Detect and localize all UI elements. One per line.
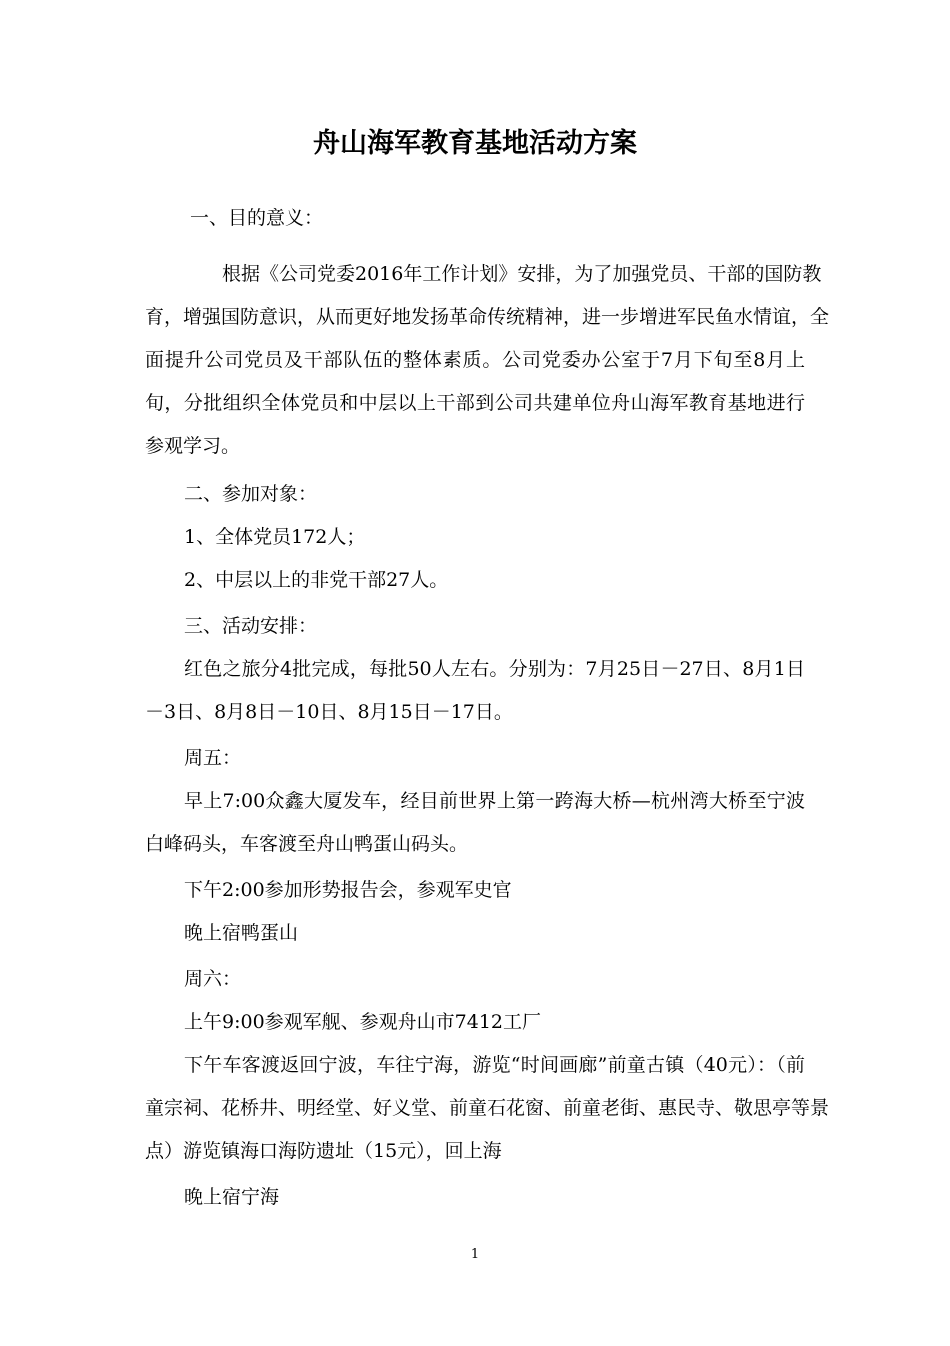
paragraph-line: －3日、8月8日－10日、8月15日－17日。 bbox=[145, 701, 513, 723]
paragraph-line: 晚上宿鸭蛋山 bbox=[184, 922, 299, 944]
paragraph-line: 参观学习。 bbox=[145, 435, 241, 457]
paragraph-line: 童宗祠、花桥井、明经堂、好义堂、前童石花窗、前童老街、惠民寺、敬思亭等景 bbox=[145, 1097, 830, 1119]
paragraph-line: 早上7:00众鑫大厦发车，经目前世界上第一跨海大桥—杭州湾大桥至宁波 bbox=[184, 790, 805, 812]
day-label-friday: 周五： bbox=[184, 747, 242, 769]
list-item: 1、全体党员172人； bbox=[184, 526, 366, 548]
section-heading-schedule: 三、活动安排： bbox=[184, 615, 318, 637]
paragraph-line: 下午2:00参加形势报告会，参观军史官 bbox=[184, 879, 512, 901]
paragraph-line: 根据《公司党委2016年工作计划》安排，为了加强党员、干部的国防教 bbox=[222, 263, 822, 285]
paragraph-line: 白峰码头，车客渡至舟山鸭蛋山码头。 bbox=[145, 833, 469, 855]
paragraph-line: 红色之旅分4批完成，每批50人左右。分别为：7月25日－27日、8月1日 bbox=[184, 658, 805, 680]
page-number: 1 bbox=[470, 1247, 480, 1262]
paragraph-line: 晚上宿宁海 bbox=[184, 1186, 280, 1208]
section-heading-participants: 二、参加对象： bbox=[184, 483, 318, 505]
list-item: 2、中层以上的非党干部27人。 bbox=[184, 569, 449, 591]
section-heading-purpose: 一、目的意义： bbox=[190, 207, 324, 229]
day-label-saturday: 周六： bbox=[184, 968, 242, 990]
paragraph-line: 旬，分批组织全体党员和中层以上干部到公司共建单位舟山海军教育基地进行 bbox=[145, 392, 805, 414]
paragraph-line: 下午车客渡返回宁波，车往宁海，游览“时间画廊”前童古镇（40元）：（前 bbox=[184, 1054, 805, 1076]
paragraph-line: 面提升公司党员及干部队伍的整体素质。公司党委办公室于7月下旬至8月上 bbox=[145, 349, 805, 371]
paragraph-line: 上午9:00参观军舰、参观舟山市7412工厂 bbox=[184, 1011, 542, 1033]
paragraph-line: 点）游览镇海口海防遗址（15元），回上海 bbox=[145, 1140, 502, 1162]
document-title: 舟山海军教育基地活动方案 bbox=[313, 128, 637, 159]
paragraph-line: 育，增强国防意识，从而更好地发扬革命传统精神，进一步增进军民鱼水情谊，全 bbox=[145, 306, 830, 328]
